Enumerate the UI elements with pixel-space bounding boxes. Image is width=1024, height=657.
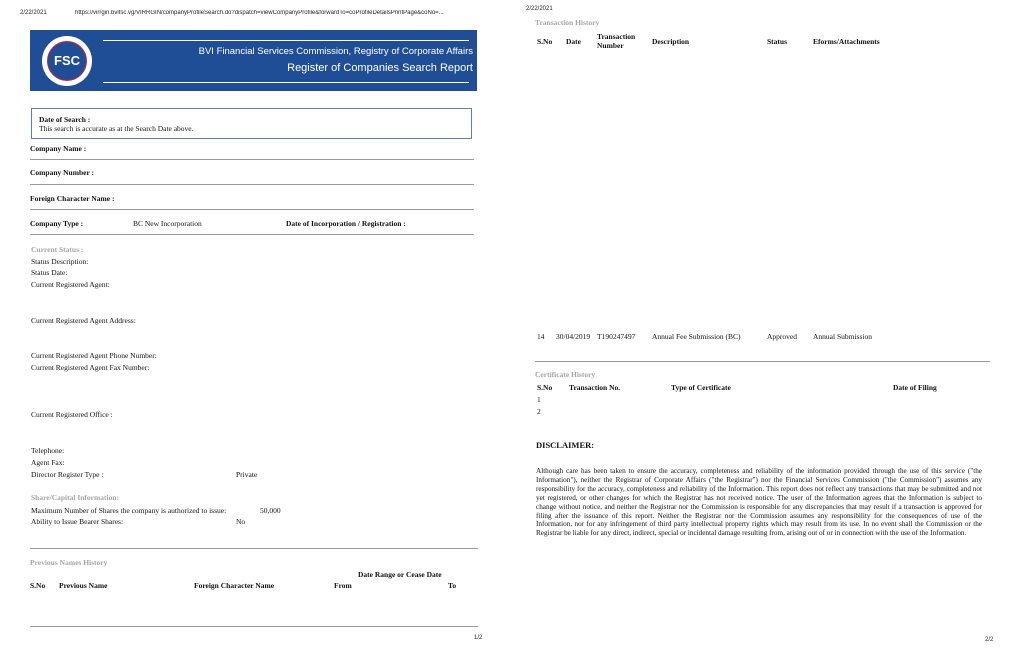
divider — [30, 234, 474, 235]
cert-col-type: Type of Certificate — [671, 383, 731, 392]
txn-row-status: Approved — [767, 332, 797, 341]
cert-col-sno: S.No — [537, 383, 553, 392]
txn-row-eform: Annual Submission — [813, 332, 872, 341]
previous-names-heading: Previous Names History — [30, 558, 108, 567]
max-shares-label: Maximum Number of Shares the company is authorized to issue: — [31, 506, 227, 515]
page2-number: 2/2 — [985, 637, 994, 643]
txn-col-date: Date — [566, 37, 581, 46]
registered-office-label: Current Registered Office : — [31, 410, 113, 419]
page1-print-url: https://virrgin.bvifsc.vg/VIRRGIN/companyProfileSearch.do?dispatch=viewCompanyProfile&forwardTo=coProfileDetailsPrintPage&coNo=... — [75, 10, 444, 16]
disclaimer-heading: DISCLAIMER: — [536, 440, 595, 450]
txn-row-date: 30/04/2019 — [556, 332, 591, 341]
director-register-label: Director Register Type : — [31, 470, 104, 479]
txn-col-description: Description — [652, 37, 690, 46]
company-name-label: Company Name : — [30, 144, 87, 153]
company-number-label: Company Number : — [30, 168, 95, 177]
status-description-label: Status Description: — [31, 257, 89, 266]
txn-row-sno: 14 — [537, 332, 545, 341]
page2-print-date: 2/22/2021 — [526, 6, 553, 12]
txn-row-number: T190247497 — [597, 332, 636, 341]
cert-col-txn-no: Transaction No. — [569, 383, 621, 392]
certificate-history-heading: Certificate History — [535, 370, 596, 379]
prev-col-date-range: Date Range or Cease Date — [358, 570, 442, 579]
divider — [30, 159, 474, 160]
status-date-label: Status Date: — [31, 268, 68, 277]
current-status-heading: Current Status : — [31, 245, 84, 254]
prev-col-foreign-name: Foreign Character Name — [194, 581, 275, 590]
fsc-seal-text: FSC — [54, 53, 80, 68]
banner-bottom-rule — [103, 82, 469, 83]
date-of-search-label: Date of Search : — [39, 115, 91, 124]
registered-agent-label: Current Registered Agent: — [31, 280, 110, 289]
prev-col-from: From — [334, 581, 352, 590]
divider — [535, 361, 990, 362]
agent-fax-number-label: Current Registered Agent Fax Number: — [31, 363, 150, 372]
txn-col-sno: S.No — [537, 37, 553, 46]
divider — [30, 209, 474, 210]
incorporation-date-label: Date of Incorporation / Registration : — [286, 219, 406, 228]
txn-row-description: Annual Fee Submission (BC) — [652, 332, 741, 341]
agent-address-label: Current Registered Agent Address: — [31, 316, 136, 325]
cert-row-sno: 2 — [537, 407, 541, 416]
agent-phone-label: Current Registered Agent Phone Number: — [31, 351, 157, 360]
prev-col-to: To — [448, 581, 457, 590]
company-type-label: Company Type : — [30, 219, 84, 228]
prev-col-previous-name: Previous Name — [59, 581, 108, 590]
banner-report-title: Register of Companies Search Report — [287, 62, 473, 74]
divider — [30, 626, 478, 627]
divider — [30, 548, 478, 549]
page1-number: 1/2 — [474, 635, 483, 641]
max-shares-value: 50,000 — [260, 506, 281, 515]
bearer-shares-value: No — [236, 517, 246, 526]
banner-commission-name: BVI Financial Services Commission, Registry of Corporate Affairs — [198, 46, 473, 57]
disclaimer-text: Although care has been taken to ensure the accuracy, completeness and reliability of the information provided through the use of this service ("the Information"), neither the Registrar of Corporate Affairs ("the Registrar") nor the Financial Services Commission ("the Commission") assumes any responsibility for the accuracy, completeness and reliability of the Information. This report does not reflect any transactions that may be submitted and not yet registered, or other changes for which the Registrar has not received notice. The user of the Information agrees that the Information is subject to change without notice, and neither the Registrar nor the Commission is responsible for any discrepancies that may result if a transaction is approved for filing after the issuance of this report. Neither the Registrar nor the Commission assumes any responsibility for the consequences of use of the Information, nor for any infringement of third party intellectual property rights which may result from its use. In no event shall the Commission or the Registrar be liable for any direct, indirect, special or incidental damage resulting from, arising out of or in connection with the use of the Information. — [536, 467, 982, 538]
company-type-value: BC New Incorporation — [133, 219, 202, 228]
txn-col-eforms: Eforms/Attachments — [813, 37, 880, 46]
txn-col-number: Transaction Number — [597, 32, 636, 50]
director-register-value: Private — [236, 470, 258, 479]
banner-top-rule — [103, 40, 469, 41]
foreign-name-label: Foreign Character Name : — [30, 194, 115, 203]
divider — [30, 184, 474, 185]
share-capital-heading: Share/Capital Information: — [31, 493, 119, 502]
bearer-shares-label: Ability to Issue Bearer Shares: — [31, 517, 124, 526]
txn-col-status: Status — [767, 37, 788, 46]
page1-print-date: 2/22/2021 — [20, 10, 47, 16]
transaction-history-heading: Transaction History — [535, 18, 600, 27]
cert-row-sno: 1 — [537, 395, 541, 404]
cert-col-date: Date of Filing — [893, 383, 937, 392]
prev-col-sno: S.No — [30, 581, 46, 590]
accuracy-note: This search is accurate as at the Search Date above. — [39, 124, 194, 133]
telephone-label: Telephone: — [31, 446, 65, 455]
agent-fax-label: Agent Fax: — [31, 458, 65, 467]
